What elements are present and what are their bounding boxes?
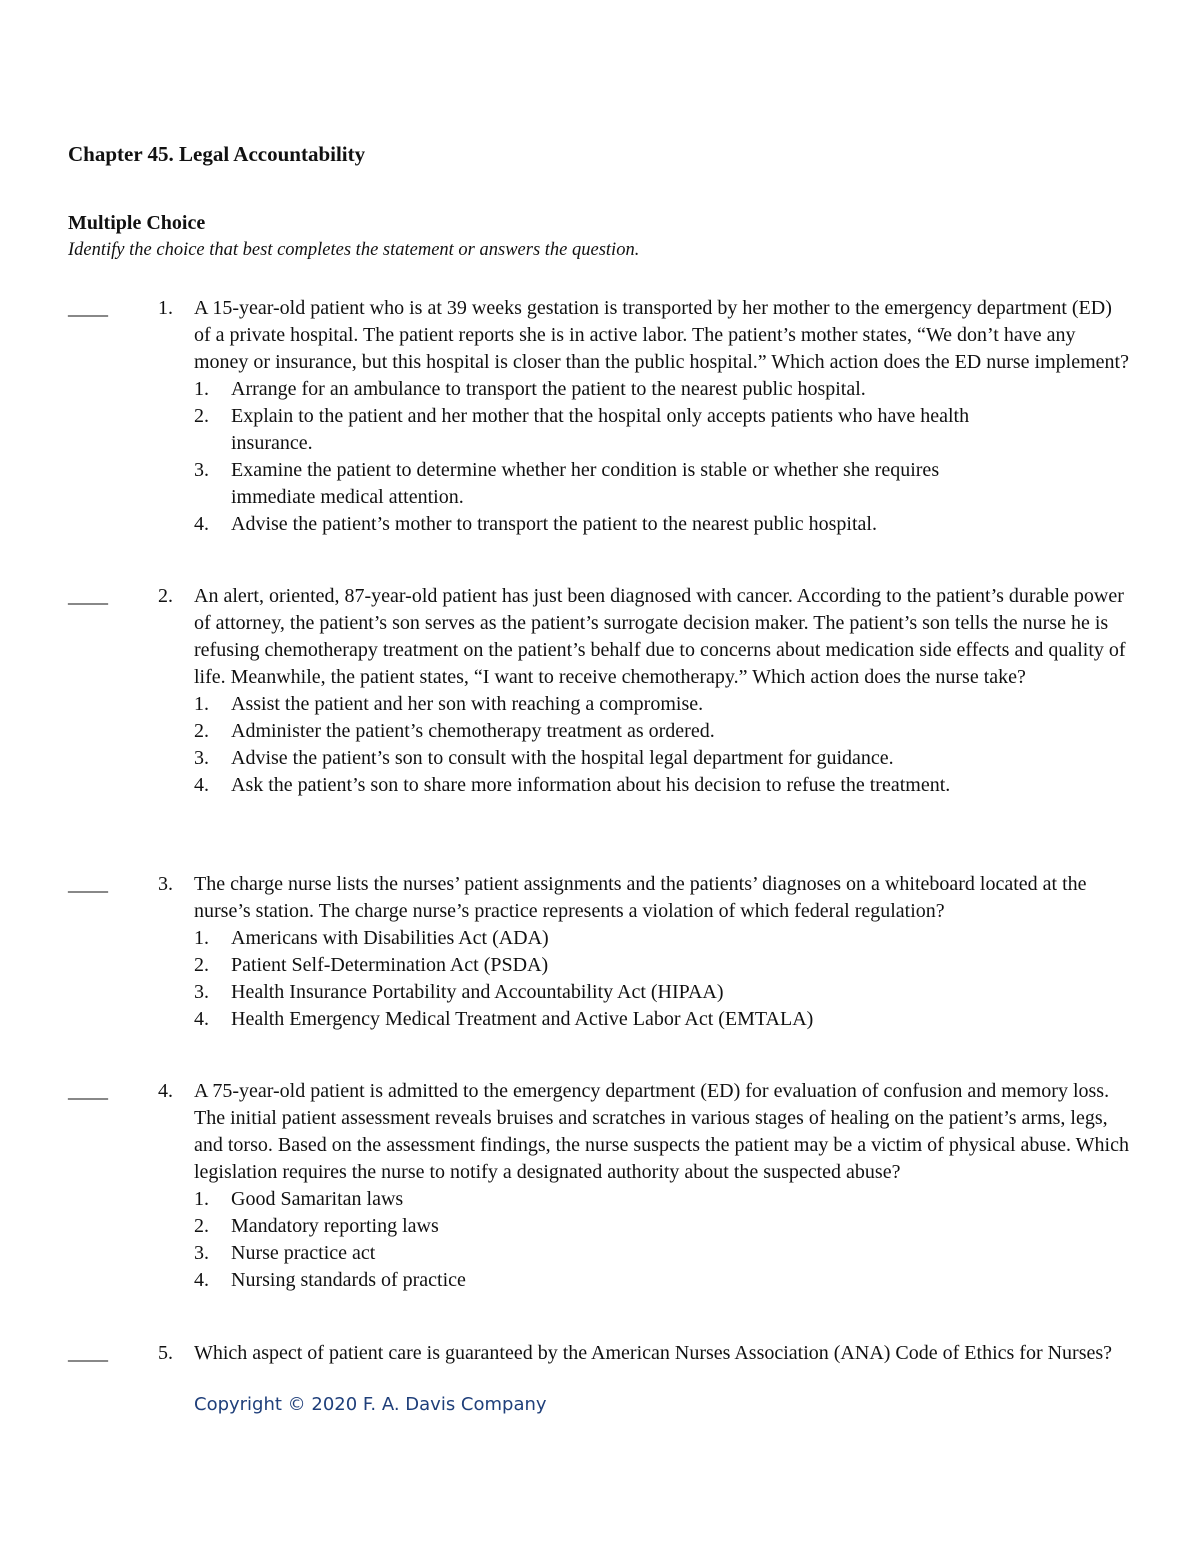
option-3: 3. Health Insurance Portability and Accountability Act (HIPAA) <box>194 981 724 1003</box>
option-list <box>194 376 1129 538</box>
answer-blank: ____ <box>68 585 108 607</box>
option-2: 2. Patient Self-Determination Act (PSDA) <box>194 954 549 976</box>
question-number: 3. <box>158 873 173 895</box>
answer-blank: ____ <box>68 1080 108 1102</box>
option-1: 1. Arrange for an ambulance to transport the patient to the nearest public hospital. <box>194 378 866 400</box>
chapter-title: Chapter 45. Legal Accountability <box>68 142 366 166</box>
option-3: 3. Examine the patient to determine whether her condition is stable or whether she requires immediate medical attention. <box>194 459 940 508</box>
option-1: 1. Assist the patient and her son with reaching a compromise. <box>194 693 704 715</box>
answer-blank: ____ <box>68 1342 108 1364</box>
option-3: 3. Advise the patient’s son to consult with the hospital legal department for guidance. <box>194 747 894 769</box>
option-2: 2. Administer the patient’s chemotherapy treatment as ordered. <box>194 720 715 742</box>
option-1: 1. Good Samaritan laws <box>194 1188 404 1210</box>
question-stem: A 15-year-old patient who is at 39 weeks gestation is transported by her mother to the emergency department (ED) of a private hospital. The patient reports she is in active labor. The patient’s mother states, “We don’t have any money or insurance, but this hospital is closer than the public hospital.” Which action does the ED nurse implement? <box>194 297 1129 373</box>
instructions: Identify the choice that best completes the statement or answers the question. <box>68 240 640 260</box>
question-number: 5. <box>158 1342 173 1364</box>
question-stem: A 75-year-old patient is admitted to the emergency department (ED) for evaluation of confusion and memory loss. The initial patient assessment reveals bruises and scratches in various stages of healing on the patient’s arms, legs, and torso. Based on the assessment findings, the nurse suspects the patient may be a victim of physical abuse. Which legislation requires the nurse to notify a designated authority about the suspected abuse? <box>194 1080 1129 1183</box>
option-4: 4. Ask the patient’s son to share more information about his decision to refuse the treatment. <box>194 774 951 796</box>
copyright-footer: Copyright © 2020 F. A. Davis Company <box>194 1394 547 1415</box>
option-list <box>194 925 1129 1033</box>
question-number: 2. <box>158 585 173 607</box>
option-1: 1. Americans with Disabilities Act (ADA) <box>194 927 549 949</box>
option-4: 4. Advise the patient’s mother to transport the patient to the nearest public hospital. <box>194 513 877 535</box>
answer-blank: ____ <box>68 873 108 895</box>
section-title: Multiple Choice <box>68 212 206 234</box>
option-4: 4. Health Emergency Medical Treatment and Active Labor Act (EMTALA) <box>194 1008 814 1030</box>
option-list <box>194 691 1129 799</box>
option-2: 2. Explain to the patient and her mother that the hospital only accepts patients who have health insurance. <box>194 405 970 454</box>
option-3: 3. Nurse practice act <box>194 1242 376 1264</box>
option-2: 2. Mandatory reporting laws <box>194 1215 439 1237</box>
question-stem: An alert, oriented, 87-year-old patient has just been diagnosed with cancer. According to the patient’s durable power of attorney, the patient’s son serves as the patient’s surrogate decision maker. The patient’s son tells the nurse he is refusing chemotherapy treatment on the patient’s behalf due to concerns about medication side effects and quality of life. Meanwhile, the patient states, “I want to receive chemotherapy.” Which action does the nurse take? <box>194 585 1126 688</box>
option-list <box>194 1186 1129 1294</box>
question-stem: The charge nurse lists the nurses’ patient assignments and the patients’ diagnoses on a whiteboard located at the nurse’s station. The charge nurse’s practice represents a violation of which federal regulation? <box>194 873 1087 922</box>
question-number: 1. <box>158 297 173 319</box>
question-stem: Which aspect of patient care is guaranteed by the American Nurses Association (ANA) Code of Ethics for Nurses? <box>194 1342 1113 1364</box>
option-4: 4. Nursing standards of practice <box>194 1269 466 1291</box>
answer-blank: ____ <box>68 297 108 319</box>
question-number: 4. <box>158 1080 173 1102</box>
